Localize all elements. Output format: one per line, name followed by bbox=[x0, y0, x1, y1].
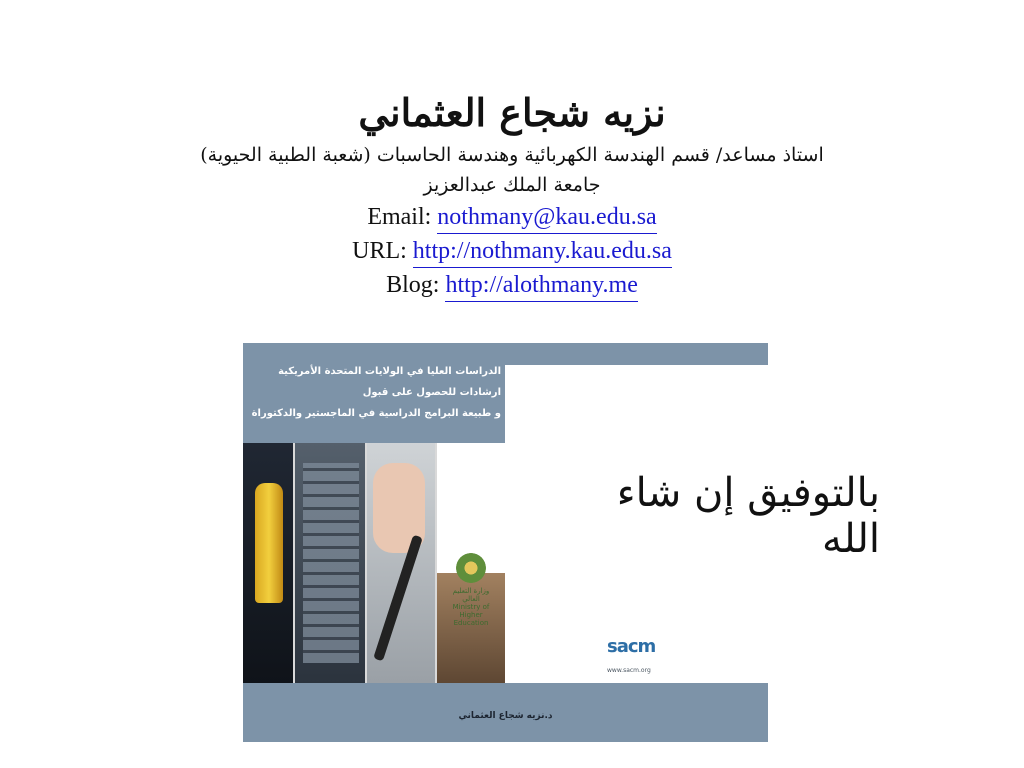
blog-link[interactable]: http://alothmany.me bbox=[445, 272, 637, 302]
cover-top-band bbox=[505, 343, 768, 365]
cover-title-line: الدراسات العليا في الولايات المتحدة الأمريكية bbox=[278, 366, 501, 377]
tassel-shape bbox=[255, 483, 283, 603]
cover-title-line: و طبيعة البرامج الدراسية في الماجستير والدكتوراة bbox=[251, 408, 501, 419]
cover-photo-strip bbox=[243, 443, 505, 683]
author-name: نزيه شجاع العثماني bbox=[358, 90, 666, 135]
ministry-emblem-icon bbox=[456, 553, 486, 583]
ministry-label-en: Ministry of Higher Education bbox=[452, 603, 490, 627]
url-label: URL: bbox=[352, 238, 407, 264]
ministry-label: وزارة التعليم العالي bbox=[452, 587, 490, 603]
cover-author-caption: د.نزيه شجاع العثماني bbox=[458, 711, 553, 721]
sacm-mark: sacm bbox=[607, 636, 656, 657]
keyboard-keys bbox=[303, 463, 359, 663]
cover-title bbox=[251, 361, 501, 424]
email-line bbox=[0, 200, 1024, 234]
author-position: استاذ مساعد/ قسم الهندسة الكهربائية وهندسة الحاسبات (شعبة الطبية الحيوية) bbox=[200, 144, 824, 166]
url-line bbox=[0, 234, 1024, 268]
sacm-url: www.sacm.org bbox=[607, 667, 651, 674]
blog-line bbox=[0, 268, 1024, 302]
url-link[interactable]: http://nothmany.kau.edu.sa bbox=[413, 238, 672, 268]
header-block bbox=[0, 86, 1024, 302]
ministry-logo bbox=[443, 553, 499, 627]
email-label: Email: bbox=[367, 204, 432, 230]
closing-phrase: بالتوفيق إن شاء الله bbox=[616, 470, 880, 562]
author-university: جامعة الملك عبدالعزيز bbox=[423, 174, 601, 196]
blog-label: Blog: bbox=[386, 272, 440, 298]
email-link[interactable]: nothmany@kau.edu.sa bbox=[437, 204, 656, 234]
sacm-logo bbox=[607, 636, 667, 674]
cover-title-line: ارشادات للحصول على قبول bbox=[362, 387, 501, 398]
